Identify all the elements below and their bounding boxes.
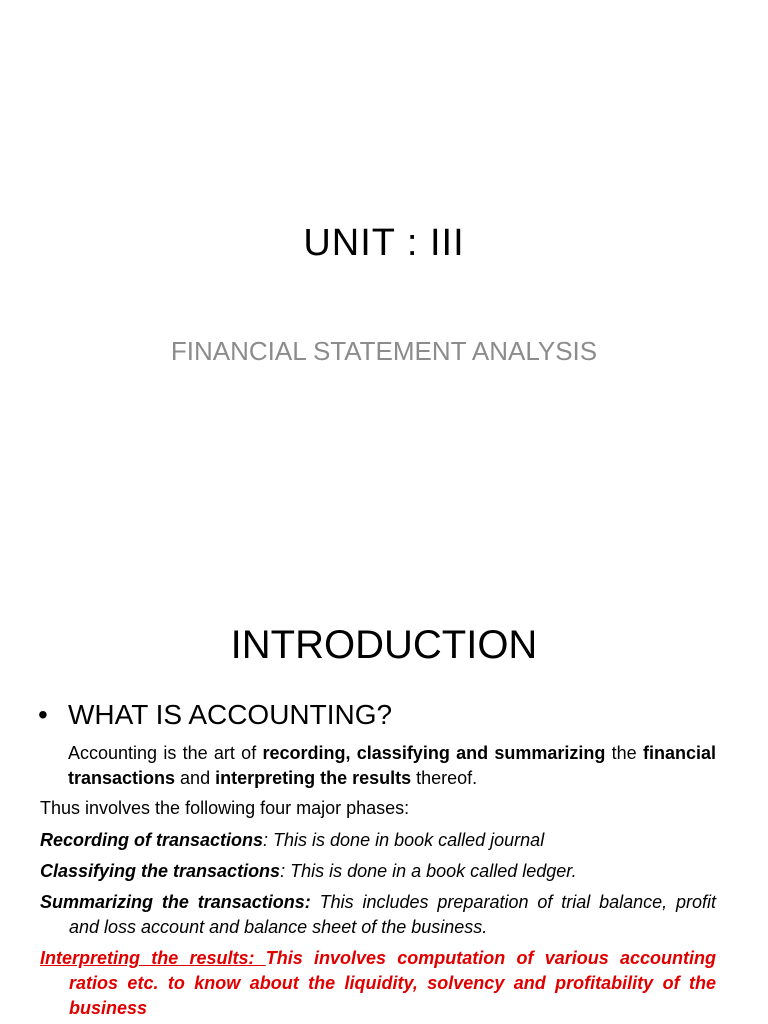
- phase-text: : This is done in book called journal: [263, 830, 545, 850]
- definition-bold-2: financial transactions: [68, 743, 716, 788]
- phases-intro: Thus involves the following four major phases:: [40, 798, 410, 818]
- introduction-title: INTRODUCTION: [230, 623, 538, 667]
- phase-summarizing: [40, 890, 716, 940]
- phase-label: Summarizing the transactions:: [40, 892, 311, 912]
- definition-text-1: Accounting is the art of: [68, 743, 263, 763]
- slide-introduction: [0, 577, 768, 1024]
- phase-recording: [40, 828, 716, 853]
- definition-text-2: the: [605, 743, 643, 763]
- phase-text: : This is done in a book called ledger.: [280, 861, 577, 881]
- phase-label: Classifying the transactions: [40, 861, 281, 881]
- definition-bold-3: interpreting the results: [215, 768, 412, 788]
- phase-label: Interpreting the results:: [40, 948, 266, 968]
- definition-bold-1: recording, classifying and summarizing: [262, 743, 606, 763]
- unit-title: UNIT : III: [303, 222, 465, 264]
- phase-classifying: [40, 859, 716, 884]
- phase-interpreting: [40, 946, 716, 1021]
- bullet-what-is-accounting: [38, 699, 392, 731]
- phase-text: This includes preparation of trial balance, profit and loss account and balance sheet of the business.: [69, 892, 716, 937]
- bullet-dot-icon: •: [38, 699, 48, 730]
- bullet-text: WHAT IS ACCOUNTING?: [68, 699, 393, 730]
- unit-subtitle: FINANCIAL STATEMENT ANALYSIS: [170, 336, 598, 366]
- definition-text-3: and: [175, 768, 216, 788]
- phase-text: This involves computation of various accounting ratios etc. to know about the liquidity, solvency and profitability of the business: [69, 948, 716, 1018]
- accounting-definition: [68, 741, 716, 791]
- phase-label: Recording of transactions: [40, 830, 264, 850]
- definition-text-4: thereof.: [411, 768, 478, 788]
